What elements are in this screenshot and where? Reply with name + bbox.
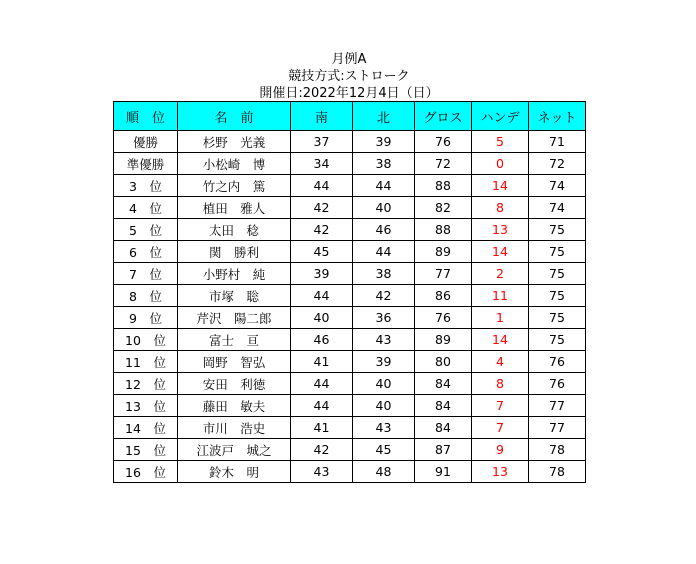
south-score-cell: 37	[291, 131, 353, 153]
north-score-cell: 43	[353, 417, 415, 439]
competition-format: 競技方式:ストローク	[288, 69, 410, 84]
table-row	[114, 285, 586, 307]
rank-cell: 8 位	[114, 285, 178, 307]
name-cell: 市塚 聡	[178, 285, 291, 307]
gross-cell: 84	[415, 373, 472, 395]
header-name: 名 前	[178, 102, 291, 131]
name-cell: 植田 雅人	[178, 197, 291, 219]
handicap-cell: 4	[472, 351, 529, 373]
rank-cell: 12 位	[114, 373, 178, 395]
rank-cell: 5 位	[114, 219, 178, 241]
name-cell: 富士 亘	[178, 329, 291, 351]
south-score-cell: 41	[291, 417, 353, 439]
gross-cell: 88	[415, 219, 472, 241]
net-cell: 75	[529, 241, 586, 263]
title-block	[113, 51, 585, 102]
header-net: ネット	[529, 102, 586, 131]
net-cell: 74	[529, 175, 586, 197]
north-score-cell: 44	[353, 241, 415, 263]
table-row	[114, 395, 586, 417]
name-cell: 藤田 敏夫	[178, 395, 291, 417]
north-score-cell: 40	[353, 373, 415, 395]
south-score-cell: 41	[291, 351, 353, 373]
name-cell: 安田 利徳	[178, 373, 291, 395]
gross-cell: 76	[415, 131, 472, 153]
name-cell: 杉野 光義	[178, 131, 291, 153]
name-cell: 江波戸 城之	[178, 439, 291, 461]
header-south: 南	[291, 102, 353, 131]
rank-cell: 6 位	[114, 241, 178, 263]
gross-cell: 76	[415, 307, 472, 329]
south-score-cell: 42	[291, 439, 353, 461]
net-cell: 72	[529, 153, 586, 175]
table-row	[114, 153, 586, 175]
net-cell: 77	[529, 417, 586, 439]
name-cell: 関 勝利	[178, 241, 291, 263]
north-score-cell: 43	[353, 329, 415, 351]
gross-cell: 72	[415, 153, 472, 175]
name-cell: 竹之内 篤	[178, 175, 291, 197]
header-row	[114, 102, 586, 131]
net-cell: 77	[529, 395, 586, 417]
rank-cell: 10 位	[114, 329, 178, 351]
handicap-cell: 8	[472, 197, 529, 219]
handicap-cell: 11	[472, 285, 529, 307]
table-row	[114, 263, 586, 285]
north-score-cell: 42	[353, 285, 415, 307]
gross-cell: 84	[415, 395, 472, 417]
handicap-cell: 0	[472, 153, 529, 175]
handicap-cell: 5	[472, 131, 529, 153]
north-score-cell: 38	[353, 153, 415, 175]
south-score-cell: 44	[291, 175, 353, 197]
north-score-cell: 40	[353, 395, 415, 417]
south-score-cell: 34	[291, 153, 353, 175]
south-score-cell: 40	[291, 307, 353, 329]
south-score-cell: 44	[291, 395, 353, 417]
handicap-cell: 7	[472, 395, 529, 417]
south-score-cell: 43	[291, 461, 353, 483]
table-row	[114, 131, 586, 153]
net-cell: 78	[529, 461, 586, 483]
net-cell: 75	[529, 307, 586, 329]
table-row	[114, 197, 586, 219]
table-row	[114, 417, 586, 439]
south-score-cell: 39	[291, 263, 353, 285]
net-cell: 76	[529, 351, 586, 373]
south-score-cell: 42	[291, 219, 353, 241]
rank-cell: 4 位	[114, 197, 178, 219]
table-row	[114, 373, 586, 395]
table-row	[114, 439, 586, 461]
gross-cell: 86	[415, 285, 472, 307]
net-cell: 76	[529, 373, 586, 395]
handicap-cell: 14	[472, 241, 529, 263]
header-handicap: ハンデ	[472, 102, 529, 131]
net-cell: 75	[529, 329, 586, 351]
rank-cell: 11 位	[114, 351, 178, 373]
table-row	[114, 461, 586, 483]
gross-cell: 80	[415, 351, 472, 373]
handicap-cell: 14	[472, 175, 529, 197]
table-row	[114, 175, 586, 197]
name-cell: 市川 浩史	[178, 417, 291, 439]
gross-cell: 82	[415, 197, 472, 219]
gross-cell: 89	[415, 241, 472, 263]
table-row	[114, 307, 586, 329]
rank-cell: 13 位	[114, 395, 178, 417]
gross-cell: 84	[415, 417, 472, 439]
south-score-cell: 45	[291, 241, 353, 263]
name-cell: 小松崎 博	[178, 153, 291, 175]
south-score-cell: 44	[291, 285, 353, 307]
gross-cell: 89	[415, 329, 472, 351]
net-cell: 78	[529, 439, 586, 461]
results-table	[113, 101, 586, 483]
table-row	[114, 351, 586, 373]
header-north: 北	[353, 102, 415, 131]
south-score-cell: 46	[291, 329, 353, 351]
gross-cell: 91	[415, 461, 472, 483]
rank-cell: 15 位	[114, 439, 178, 461]
net-cell: 74	[529, 197, 586, 219]
north-score-cell: 40	[353, 197, 415, 219]
rank-cell: 14 位	[114, 417, 178, 439]
competition-title: 月例A	[331, 52, 367, 67]
net-cell: 75	[529, 285, 586, 307]
results-body	[114, 131, 586, 483]
net-cell: 75	[529, 219, 586, 241]
gross-cell: 88	[415, 175, 472, 197]
name-cell: 鈴木 明	[178, 461, 291, 483]
rank-cell: 16 位	[114, 461, 178, 483]
name-cell: 岡野 智弘	[178, 351, 291, 373]
gross-cell: 77	[415, 263, 472, 285]
north-score-cell: 39	[353, 131, 415, 153]
rank-cell: 9 位	[114, 307, 178, 329]
south-score-cell: 44	[291, 373, 353, 395]
north-score-cell: 38	[353, 263, 415, 285]
north-score-cell: 36	[353, 307, 415, 329]
south-score-cell: 42	[291, 197, 353, 219]
net-cell: 71	[529, 131, 586, 153]
handicap-cell: 14	[472, 329, 529, 351]
rank-cell: 3 位	[114, 175, 178, 197]
name-cell: 小野村 純	[178, 263, 291, 285]
handicap-cell: 7	[472, 417, 529, 439]
rank-cell: 優勝	[114, 131, 178, 153]
handicap-cell: 9	[472, 439, 529, 461]
name-cell: 太田 稔	[178, 219, 291, 241]
table-row	[114, 219, 586, 241]
handicap-cell: 13	[472, 461, 529, 483]
rank-cell: 準優勝	[114, 153, 178, 175]
header-rank: 順 位	[114, 102, 178, 131]
rank-cell: 7 位	[114, 263, 178, 285]
net-cell: 75	[529, 263, 586, 285]
gross-cell: 87	[415, 439, 472, 461]
north-score-cell: 46	[353, 219, 415, 241]
table-row	[114, 329, 586, 351]
north-score-cell: 39	[353, 351, 415, 373]
competition-date: 開催日:2022年12月4日（日）	[259, 86, 439, 101]
name-cell: 芹沢 陽二郎	[178, 307, 291, 329]
table-row	[114, 241, 586, 263]
handicap-cell: 8	[472, 373, 529, 395]
header-gross: グロス	[415, 102, 472, 131]
handicap-cell: 1	[472, 307, 529, 329]
north-score-cell: 45	[353, 439, 415, 461]
north-score-cell: 44	[353, 175, 415, 197]
handicap-cell: 13	[472, 219, 529, 241]
north-score-cell: 48	[353, 461, 415, 483]
handicap-cell: 2	[472, 263, 529, 285]
